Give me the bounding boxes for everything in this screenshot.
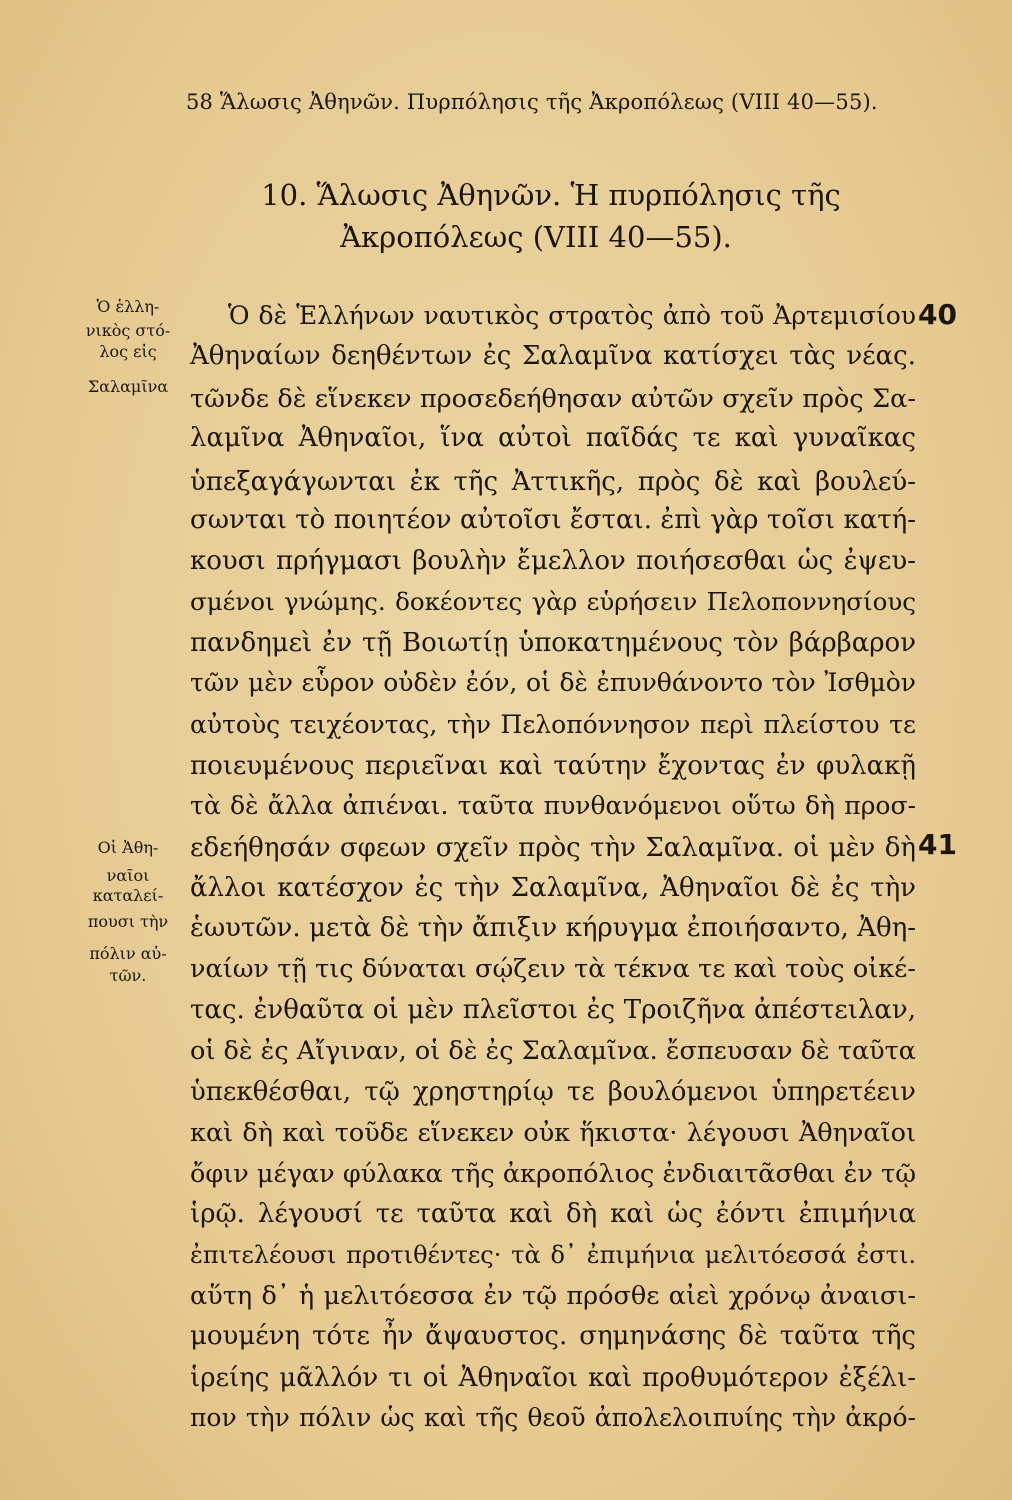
text-line: τῶνδε δὲ εἵνεκεν προσεδεήθησαν αὐτῶν σχεῖν πρὸς Σα- — [190, 384, 916, 414]
running-head: 58 Ἅλωσις Ἀθηνῶν. Πυρπόλησις τῆς Ἀκροπόλεως (VIII 40—55). — [186, 90, 878, 114]
text-line: Ὁ δὲ Ἑλλήνων ναυτικὸς στρατὸς ἀπὸ τοῦ Ἀρτεμισίου — [228, 301, 916, 330]
text-line: σμένοι γνώμης. δοκέοντες γὰρ εὑρήσειν Πελοποννησίους — [190, 587, 916, 616]
text-line: ποιευμένους περιεῖναι καὶ ταύτην ἔχοντας ἐν φυλακῇ — [190, 751, 916, 781]
text-line: κουσι πρήγμασι βουλὴν ἔμελλον ποιήσεσθαι ὡς ἐψευ- — [190, 546, 916, 576]
text-line: σωνται τὸ ποιητέον αὐτοῖσι ἔσται. ἐπὶ γὰρ τοῖσι κατή- — [190, 505, 916, 535]
line-number-40: 40 — [918, 298, 957, 331]
text-line: ἑωυτῶν. μετὰ δὲ τὴν ἄπιξιν κήρυγμα ἐποιήσαντο, Ἀθη- — [190, 913, 916, 943]
side-note-2-line-4: πουσι τὴν — [87, 912, 169, 931]
text-line: ὄφιν μέγαν φύλακα τῆς ἀκροπόλιος ἐνδιαιτᾶσθαι ἐν τῷ — [190, 1159, 916, 1189]
text-line: πον τὴν πόλιν ὡς καὶ τῆς θεοῦ ἀπολελοιπυίης τὴν ἀκρό- — [190, 1403, 916, 1432]
text-line: τῶν μὲν εὗρον οὐδὲν ἐόν, οἱ δὲ ἐπυνθάνοντο τὸν Ἰσθμὸν — [190, 668, 916, 697]
text-line: λαμῖνα Ἀθηναῖοι, ἵνα αὐτοὶ παῖδάς τε καὶ γυναῖκας — [190, 423, 916, 453]
side-note-2-line-5: πόλιν αὐ- — [89, 944, 167, 963]
text-line: ἱρῷ. λέγουσί τε ταῦτα καὶ δὴ καὶ ὡς ἐόντι ἐπιμήνια — [190, 1199, 916, 1229]
text-line: καὶ δὴ καὶ τοῦδε εἵνεκεν οὐκ ἥκιστα· λέγουσι Ἀθηναῖοι — [190, 1118, 916, 1148]
text-line: τας. ἐνθαῦτα οἱ μὲν πλεῖστοι ἐς Τροιζῆνα ἀπέστειλαν, — [190, 995, 916, 1025]
text-line: αὐτοὺς τειχέοντας, τὴν Πελοπόννησον περὶ πλείστου τε — [190, 710, 916, 739]
side-note-2-line-2: ναῖοι — [106, 866, 150, 885]
text-line: τὰ δὲ ἄλλα ἀπιέναι. ταῦτα πυνθανόμενοι οὕτω δὴ προσ- — [190, 791, 916, 820]
side-note-2-line-6: τῶν. — [109, 966, 147, 985]
side-note-1-line-3: λος εἰς — [99, 342, 157, 361]
text-line: ὑπεκθέσθαι, τῷ χρηστηρίῳ τε βουλόμενοι ὑπηρετέειν — [190, 1077, 916, 1107]
side-note-1-line-1: Ὁ ἑλλη- — [96, 297, 160, 316]
text-line: Ἀθηναίων δεηθέντων ἐς Σαλαμῖνα κατίσχει τὰς νέας. — [190, 341, 916, 371]
text-line: ἐπιτελέουσι προτιθέντες· τὰ δ᾿ ἐπιμήνια μελιτόεσσά ἐστι. — [190, 1241, 916, 1269]
text-line: ὑπεξαγάγωνται ἐκ τῆς Ἀττικῆς, πρὸς δὲ καὶ βουλεύ- — [190, 467, 916, 497]
line-number-41: 41 — [918, 828, 957, 861]
side-note-1-line-4: Σαλαμῖνα — [87, 377, 169, 396]
text-line: μουμένη τότε ἦν ἄψαυστος. σημηνάσης δὲ ταῦτα τῆς — [190, 1321, 916, 1351]
chapter-title-line-2: Ἀκροπόλεως (VIII 40—55). — [340, 220, 732, 254]
text-line: εδεήθησάν σφεων σχεῖν πρὸς τὴν Σαλαμῖνα. οἱ μὲν δὴ — [190, 833, 916, 863]
side-note-2-line-1: Οἱ Ἀθη- — [97, 838, 159, 857]
text-line: ἱρείης μᾶλλόν τι οἱ Ἀθηναῖοι καὶ προθυμότερον ἐξέλι- — [190, 1363, 916, 1393]
text-line: οἱ δὲ ἐς Αἴγιναν, οἱ δὲ ἐς Σαλαμῖνα. ἔσπευσαν δὲ ταῦτα — [190, 1036, 916, 1066]
chapter-title-line-1: 10. Ἅλωσις Ἀθηνῶν. Ἡ πυρπόλησις τῆς — [261, 178, 841, 212]
side-note-2-line-3: καταλεί- — [92, 886, 164, 905]
text-line: ναίων τῇ τις δύναται σῴζειν τὰ τέκνα τε καὶ τοὺς οἰκέ- — [190, 954, 916, 984]
side-note-1-line-2: νικὸς στό- — [85, 321, 171, 340]
text-line: αὕτη δ᾿ ἡ μελιτόεσσα ἐν τῷ πρόσθε αἰεὶ χρόνῳ ἀναισι- — [190, 1281, 916, 1311]
text-line: ἄλλοι κατέσχον ἐς τὴν Σαλαμῖνα, Ἀθηναῖοι δὲ ἐς τὴν — [190, 873, 916, 903]
text-line: πανδημεὶ ἐν τῇ Βοιωτίῃ ὑποκατημένους τὸν βάρβαρον — [190, 628, 916, 658]
